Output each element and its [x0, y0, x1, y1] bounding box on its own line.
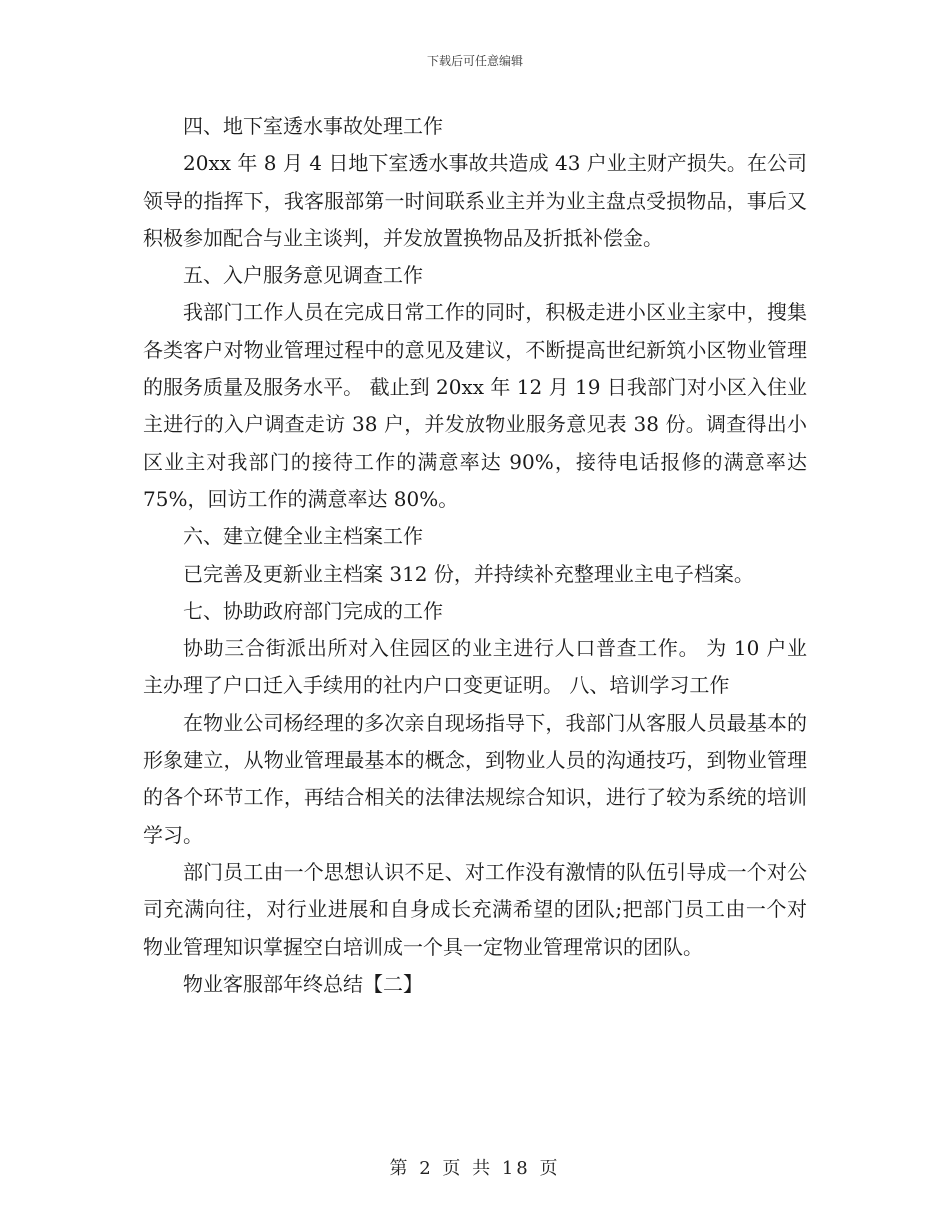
paragraph-flood-incident: 20xx 年 8 月 4 日地下室透水事故共造成 43 户业主财产损失。在公司领导的指挥下，我客服部第一时间联系业主并为业主盘点受损物品，事后又积极参加配合与业主谈判，并发放置换物品及折抵补偿金。 — [143, 151, 807, 250]
paragraph-training: 在物业公司杨经理的多次亲自现场指导下，我部门从客服人员最基本的形象建立，从物业管理最基本的概念，到物业人员的沟通技巧，到物业管理的各个环节工作，再结合相关的法律法规综合知识，进行了较为系统的培训学习。 — [143, 710, 807, 847]
paragraph-team-building: 部门员工由一个思想认识不足、对工作没有激情的队伍引导成一个对公司充满向往，对行业进展和自身成长充满希望的团队;把部门员工由一个对物业管理知识掌握空白培训成一个具一定物业管理常识的团队。 — [143, 859, 807, 959]
section-title-part-2: 物业客服部年终总结【二】 — [183, 971, 423, 996]
paragraph-government-assist: 协助三合街派出所对入住园区的业主进行人口普查工作。 为 10 户业主办理了户口迁入手续用的社内户口变更证明。 八、培训学习工作 — [143, 636, 807, 698]
header-note: 下载后可任意编辑 — [426, 54, 523, 68]
section-heading-6: 六、建立健全业主档案工作 — [183, 524, 423, 549]
page-number: 第 2 页 共 18 页 — [389, 1158, 561, 1179]
paragraph-archives: 已完善及更新业主档案 312 份，并持续补充整理业主电子档案。 — [183, 561, 754, 586]
section-heading-7: 七、协助政府部门完成的工作 — [183, 598, 443, 623]
section-heading-5: 五、入户服务意见调查工作 — [183, 263, 423, 288]
document-body — [143, 108, 807, 1003]
section-heading-4: 四、地下室透水事故处理工作 — [183, 114, 443, 138]
paragraph-survey: 我部门工作人员在完成日常工作的同时，积极走进小区业主家中，搜集各类客户对物业管理过程中的意见及建议，不断提高世纪新筑小区物业管理的服务质量及服务水平。 截止到 20xx 年 12 月 19 日我部门对小区入住业主进行的入户调查走访 38 户，并发放物业服务意见表 38 份。调查得出小区业主对我部门的接待工作的满意率达 90%，接待电话报修的满意率达 75%，回访工作的满意率达 80%。 — [143, 300, 807, 511]
